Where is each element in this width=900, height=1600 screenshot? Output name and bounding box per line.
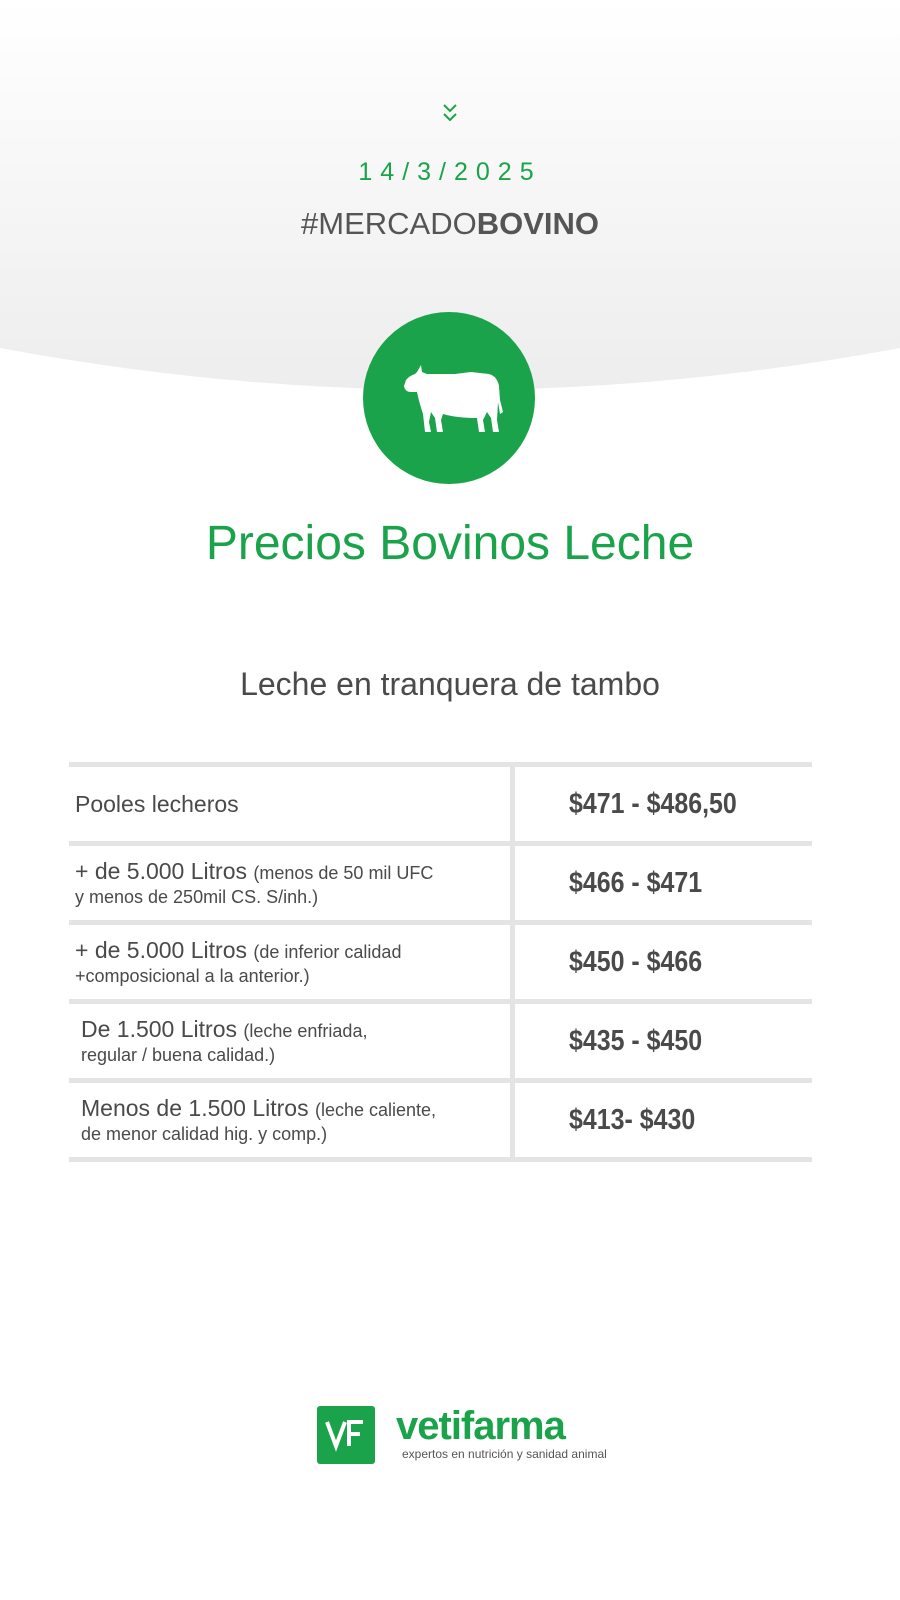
- table-row: [69, 1078, 812, 1162]
- category-detail-line2: regular / buena calidad.): [81, 1045, 276, 1065]
- section-subtitle: Leche en tranquera de tambo: [240, 666, 660, 702]
- category-cell: [81, 1083, 511, 1157]
- column-divider: [510, 846, 515, 920]
- category-detail-line2: de menor calidad hig. y comp.): [81, 1124, 328, 1144]
- price-range: $435 - $450: [569, 1024, 703, 1057]
- category-cell: [81, 1004, 511, 1078]
- category-cell: [75, 846, 505, 920]
- category-cell: [75, 925, 505, 999]
- category-detail: (de inferior calidad: [253, 942, 402, 962]
- column-divider: [510, 767, 515, 841]
- hashtag-label: [0, 206, 900, 242]
- column-divider: [510, 925, 515, 999]
- hashtag-prefix: #MERCADO: [301, 206, 477, 241]
- price-table: [69, 762, 812, 1162]
- category-detail: (menos de 50 mil UFC: [253, 863, 434, 883]
- page-title: Precios Bovinos Leche: [205, 517, 695, 570]
- price-range: $471 - $486,50: [569, 787, 737, 820]
- category-label: + de 5.000 Litros: [75, 858, 254, 884]
- category-label: + de 5.000 Litros: [75, 937, 254, 963]
- price-range: $466 - $471: [569, 866, 703, 899]
- category-cell: [75, 767, 505, 841]
- logo-mark: [317, 1406, 375, 1464]
- brand-tagline: expertos en nutrición y sanidad animal: [402, 1447, 607, 1461]
- category-detail-line2: +composicional a la anterior.): [75, 966, 310, 986]
- column-divider: [510, 1004, 515, 1078]
- double-chevron-down-icon: [440, 102, 460, 126]
- category-detail: (leche caliente,: [314, 1100, 437, 1120]
- category-detail-line2: y menos de 250mil CS. S/inh.): [75, 887, 319, 907]
- price-range: $413- $430: [569, 1103, 696, 1136]
- cow-icon: [397, 362, 505, 434]
- category-label: De 1.500 Litros: [81, 1016, 244, 1042]
- category-label: Pooles lecheros: [75, 791, 239, 817]
- brand-name: vetifarma: [396, 1404, 565, 1448]
- table-row: [69, 762, 812, 841]
- category-detail: (leche enfriada,: [243, 1021, 368, 1041]
- table-row: [69, 999, 812, 1078]
- table-row: [69, 920, 812, 999]
- cow-badge: [363, 312, 535, 484]
- category-label: Menos de 1.500 Litros: [81, 1095, 315, 1121]
- table-row: [69, 841, 812, 920]
- hashtag-bold: BOVINO: [476, 206, 599, 241]
- vetifarma-logo-icon: [317, 1406, 375, 1464]
- price-range: $450 - $466: [569, 945, 703, 978]
- date-label: 14/3/2025: [358, 158, 542, 186]
- column-divider: [510, 1083, 515, 1157]
